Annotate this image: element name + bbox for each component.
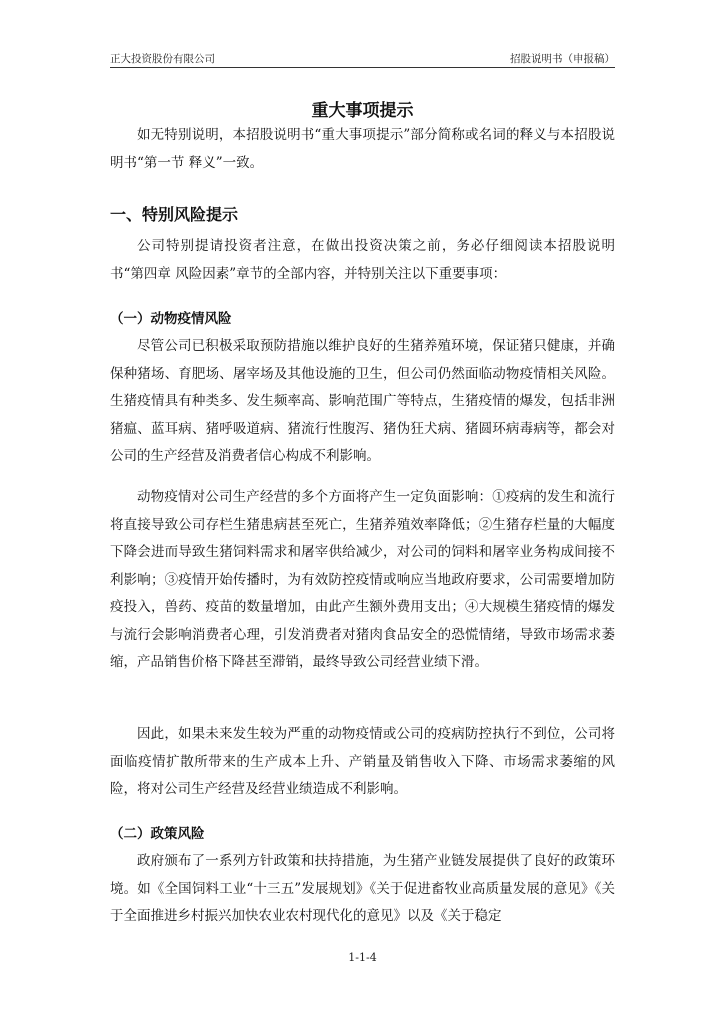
intro-paragraph: 如无特别说明，本招股说明书“重大事项提示”部分简称或名词的释义与本招股说明书“第一节 释义”一致。	[110, 127, 615, 171]
policy-risk-paragraph-1: 政府颁布了一系列方针政策和扶持措施，为生猪产业链发展提供了良好的政策环境。如《全国饲料工业“十三五”发展规划》《关于促进畜牧业高质量发展的意见》《关于全面推进乡村振兴加快农业农村现代化的意见》以及《关于稳定	[110, 853, 615, 924]
epidemic-risk-paragraph-2: 动物疫情对公司生产经营的多个方面将产生一定负面影响：①疫病的发生和流行将直接导致公司存栏生猪患病甚至死亡，生猪养殖效率降低；②生猪存栏量的大幅度下降会进而导致生猪饲料需求和屠宰供给减少，对公司的饲料和屠宰业务构成间接不利影响；③疫情开始传播时，为有效防控疫情或响应当地政府要求，公司需要增加防疫投入，兽药、疫苗的数量增加，由此产生额外费用支出；④大规模生猪疫情的爆发与流行会影响消费者心理，引发消费者对猪肉食品安全的恐慌情绪，导致市场需求萎缩，产品销售价格下降甚至滞销，最终导致公司经营业绩下滑。	[110, 489, 615, 670]
header-divider	[110, 67, 615, 68]
epidemic-risk-paragraph-3: 因此，如果未来发生较为严重的动物疫情或公司的疫病防控执行不到位，公司将面临疫情扩散所带来的生产成本上升、产销量及销售收入下降、市场需求萎缩的风险，将对公司生产经营及经营业绩造成不利影响。	[110, 726, 615, 797]
page-title: 重大事项提示	[311, 101, 414, 121]
page-number: 1-1-4	[348, 951, 377, 964]
page-header	[110, 49, 615, 67]
section-heading-special-risks: 一、特别风险提示	[110, 205, 239, 224]
epidemic-risk-paragraph-1: 尽管公司已积极采取预防措施以维护良好的生猪养殖环境，保证猪只健康，并确保种猪场、育肥场、屠宰场及其他设施的卫生，但公司仍然面临动物疫情相关风险。生猪疫情具有种类多、发生频率高、影响范围广等特点，生猪疫情的爆发，包括非洲猪瘟、蓝耳病、猪呼吸道病、猪流行性腹泻、猪伪狂犬病、猪圆环病毒病等，都会对公司的生产经营及消费者信心构成不利影响。	[110, 338, 615, 464]
header-company: 正大投资股份有限公司	[110, 53, 215, 65]
section-intro-paragraph: 公司特别提请投资者注意，在做出投资决策之前，务必仔细阅读本招股说明书“第四章 风险因素”章节的全部内容，并特别关注以下重要事项：	[110, 238, 615, 282]
header-doc-type: 招股说明书（申报稿）	[510, 53, 615, 65]
subsection-heading-epidemic-risk: （一）动物疫情风险	[110, 311, 232, 327]
subsection-heading-policy-risk: （二）政策风险	[110, 826, 205, 842]
